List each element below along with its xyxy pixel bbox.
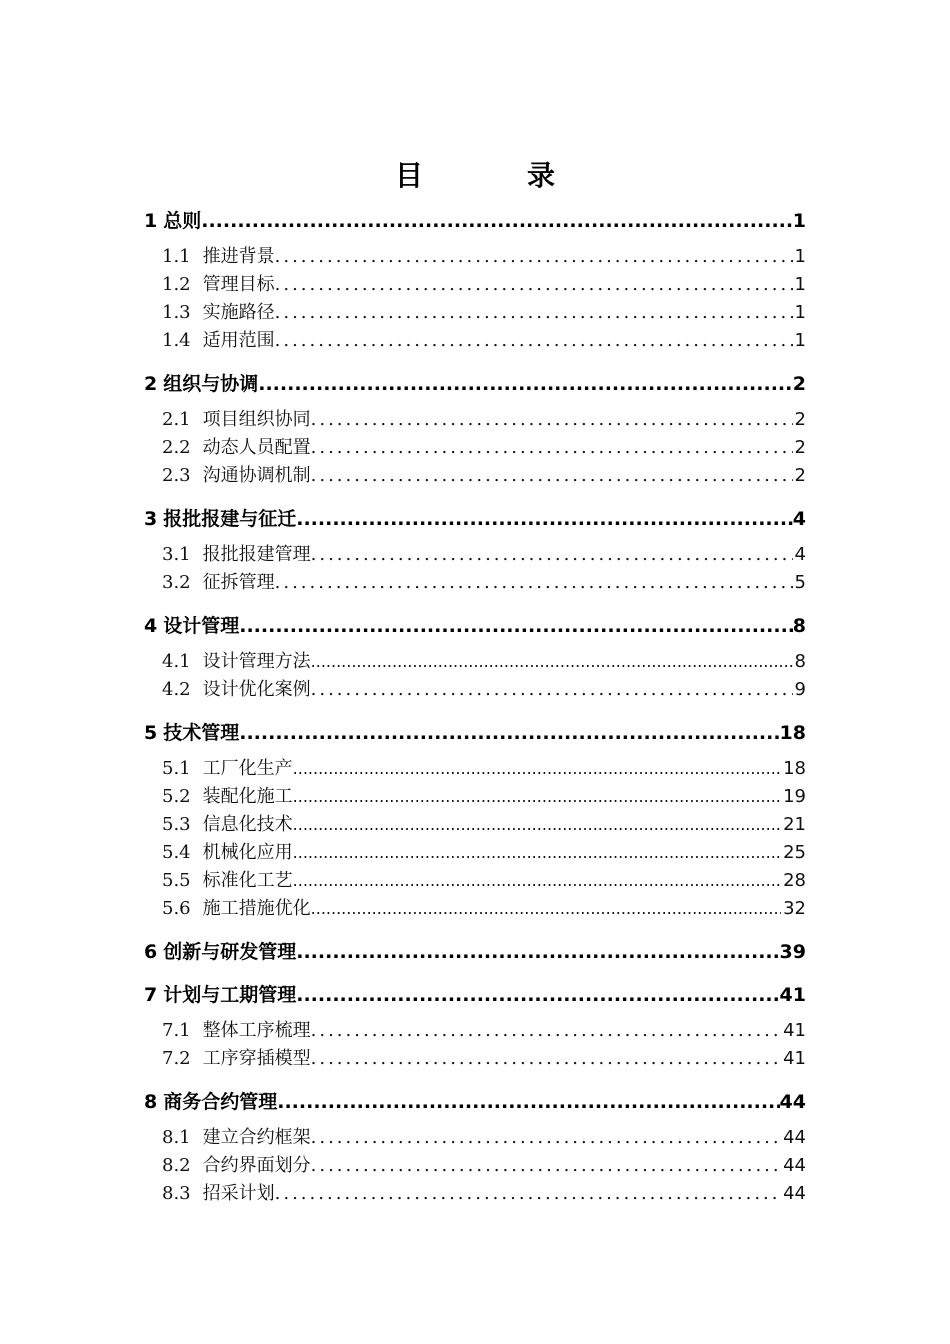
toc-entry-number: 3 (144, 508, 158, 530)
toc-page-number: 19 (783, 786, 806, 807)
toc-entry-text: 整体工序梳理 (202, 1020, 311, 1041)
toc-entry-label (162, 434, 311, 462)
toc-entry-label (144, 200, 201, 243)
toc-chapter-entry[interactable] (144, 931, 806, 974)
toc-entry-number: 7.1 (162, 1020, 191, 1041)
toc-section-entry[interactable] (144, 676, 806, 704)
toc-chapter-entry[interactable] (144, 712, 806, 755)
toc-page-number: 41 (783, 1020, 806, 1041)
toc-entry-number: 4.2 (162, 679, 191, 700)
toc-dot-leader (275, 327, 793, 355)
toc-entry-label (162, 811, 293, 839)
toc-entry-text: 项目组织协同 (202, 409, 311, 430)
toc-section-entry[interactable] (144, 895, 806, 923)
toc-entry-number: 1.4 (162, 330, 191, 351)
toc-page-number: 41 (783, 1048, 806, 1069)
toc-dot-leader (311, 1152, 781, 1180)
toc-chapter-entry[interactable] (144, 605, 806, 648)
toc-dot-leader (296, 931, 779, 974)
toc-chapter-entry[interactable] (144, 974, 806, 1017)
toc-dot-leader (311, 1017, 781, 1045)
toc-entry-text: 机械化应用 (202, 842, 293, 863)
toc-chapter-entry[interactable] (144, 363, 806, 406)
toc-entry-text: 实施路径 (202, 302, 275, 323)
toc-page-number: 32 (783, 898, 806, 919)
toc-section-entry[interactable] (144, 1180, 806, 1208)
toc-entry-text: 组织与协调 (163, 373, 259, 395)
toc-dot-leader (311, 648, 793, 676)
toc-section-entry[interactable] (144, 867, 806, 895)
table-of-contents (144, 200, 806, 1208)
toc-entry-number: 1.3 (162, 302, 191, 323)
toc-entry-label (162, 783, 293, 811)
toc-entry-label (162, 271, 275, 299)
toc-entry-text: 施工措施优化 (202, 898, 311, 919)
toc-entry-number: 5.5 (162, 870, 191, 891)
toc-section-entry[interactable] (144, 811, 806, 839)
toc-page-number: 18 (783, 758, 806, 779)
toc-dot-leader (258, 363, 793, 406)
toc-entry-label (144, 363, 258, 406)
toc-entry-text: 招采计划 (202, 1183, 275, 1204)
toc-entry-label (162, 299, 275, 327)
toc-dot-leader (239, 712, 779, 755)
toc-entry-number: 5.4 (162, 842, 191, 863)
toc-entry-label (162, 1045, 311, 1073)
toc-entry-label (162, 462, 311, 490)
toc-entry-label (162, 1152, 311, 1180)
toc-entry-text: 总则 (163, 210, 202, 232)
toc-page-number: 2 (794, 465, 806, 486)
toc-entry-label (162, 755, 293, 783)
toc-entry-text: 征拆管理 (202, 572, 275, 593)
toc-section-entry[interactable] (144, 327, 806, 355)
toc-dot-leader (311, 541, 793, 569)
toc-section-entry[interactable] (144, 434, 806, 462)
toc-page-number: 8 (792, 615, 806, 637)
toc-entry-text: 报批报建与征迁 (163, 508, 297, 530)
toc-chapter-entry[interactable] (144, 200, 806, 243)
toc-page-number: 8 (794, 651, 806, 672)
toc-section-entry[interactable] (144, 839, 806, 867)
toc-entry-text: 设计管理方法 (202, 651, 311, 672)
toc-dot-leader (275, 1180, 781, 1208)
toc-page-number: 1 (792, 210, 806, 232)
toc-chapter-entry[interactable] (144, 498, 806, 541)
toc-entry-label (162, 327, 275, 355)
toc-entry-number: 2.2 (162, 437, 191, 458)
toc-dot-leader (293, 811, 781, 839)
toc-entry-number: 2.3 (162, 465, 191, 486)
toc-title: 目 录 (394, 159, 593, 192)
toc-entry-text: 信息化技术 (202, 814, 293, 835)
toc-dot-leader (311, 895, 781, 923)
toc-entry-number: 8.2 (162, 1155, 191, 1176)
toc-dot-leader (275, 569, 793, 597)
toc-page-number: 28 (783, 870, 806, 891)
toc-section-entry[interactable] (144, 541, 806, 569)
toc-dot-leader (311, 1045, 781, 1073)
toc-page-number: 44 (779, 1091, 806, 1113)
toc-entry-number: 4.1 (162, 651, 191, 672)
toc-page-number: 44 (783, 1155, 806, 1176)
toc-entry-label (162, 569, 275, 597)
toc-entry-number: 6 (144, 941, 158, 963)
toc-dot-leader (296, 974, 779, 1017)
toc-entry-number: 1.1 (162, 246, 191, 267)
toc-page-number: 41 (779, 984, 806, 1006)
toc-page-number: 18 (779, 722, 806, 744)
toc-entry-text: 装配化施工 (202, 786, 293, 807)
toc-entry-number: 5.2 (162, 786, 191, 807)
toc-entry-number: 8 (144, 1091, 158, 1113)
toc-page-number: 5 (794, 572, 806, 593)
toc-page-number: 44 (783, 1183, 806, 1204)
toc-dot-leader (293, 839, 781, 867)
toc-entry-text: 适用范围 (202, 330, 275, 351)
toc-section-entry[interactable] (144, 1045, 806, 1073)
toc-section-entry[interactable] (144, 406, 806, 434)
toc-dot-leader (293, 783, 781, 811)
toc-entry-number: 5.3 (162, 814, 191, 835)
toc-section-entry[interactable] (144, 569, 806, 597)
toc-entry-number: 2 (144, 373, 158, 395)
toc-entry-label (162, 243, 275, 271)
toc-section-entry[interactable] (144, 1124, 806, 1152)
toc-entry-label (162, 895, 311, 923)
toc-entry-text: 合约界面划分 (202, 1155, 311, 1176)
toc-section-entry[interactable] (144, 755, 806, 783)
toc-entry-label (162, 541, 311, 569)
toc-entry-label (162, 839, 293, 867)
toc-section-entry[interactable] (144, 1152, 806, 1180)
toc-entry-text: 创新与研发管理 (163, 941, 297, 963)
toc-entry-label (162, 1124, 311, 1152)
toc-entry-number: 5.1 (162, 758, 191, 779)
toc-page-number: 1 (794, 274, 806, 295)
toc-entry-label (162, 1017, 311, 1045)
toc-entry-number: 7 (144, 984, 158, 1006)
toc-entry-number: 5.6 (162, 898, 191, 919)
toc-entry-text: 建立合约框架 (202, 1127, 311, 1148)
toc-dot-leader (293, 867, 781, 895)
toc-entry-label (162, 406, 311, 434)
toc-entry-number: 8.3 (162, 1183, 191, 1204)
toc-dot-leader (275, 299, 793, 327)
toc-entry-number: 3.2 (162, 572, 191, 593)
toc-entry-text: 计划与工期管理 (163, 984, 297, 1006)
toc-page-number: 4 (792, 508, 806, 530)
toc-page-number: 39 (779, 941, 806, 963)
toc-dot-leader (311, 676, 793, 704)
toc-entry-text: 工序穿插模型 (202, 1048, 311, 1069)
toc-entry-label (144, 712, 239, 755)
toc-entry-number: 7.2 (162, 1048, 191, 1069)
toc-dot-leader (311, 1124, 781, 1152)
toc-page-number: 4 (794, 544, 806, 565)
toc-dot-leader (275, 243, 793, 271)
toc-entry-label (144, 931, 296, 974)
toc-entry-label (162, 648, 311, 676)
toc-dot-leader (275, 271, 793, 299)
toc-entry-number: 3.1 (162, 544, 191, 565)
toc-entry-text: 沟通协调机制 (202, 465, 311, 486)
toc-entry-label (144, 498, 296, 541)
toc-section-entry[interactable] (144, 462, 806, 490)
toc-section-entry[interactable] (144, 243, 806, 271)
toc-entry-number: 8.1 (162, 1127, 191, 1148)
toc-entry-text: 工厂化生产 (202, 758, 293, 779)
toc-section-entry[interactable] (144, 1017, 806, 1045)
toc-page-number: 2 (794, 409, 806, 430)
toc-section-entry[interactable] (144, 783, 806, 811)
toc-entry-number: 4 (144, 615, 158, 637)
toc-entry-label (162, 867, 293, 895)
toc-entry-label (144, 974, 296, 1017)
toc-entry-text: 动态人员配置 (202, 437, 311, 458)
toc-dot-leader (239, 605, 793, 648)
toc-section-entry[interactable] (144, 299, 806, 327)
toc-chapter-entry[interactable] (144, 1081, 806, 1124)
toc-entry-label (162, 676, 311, 704)
toc-page-number: 44 (783, 1127, 806, 1148)
toc-entry-number: 2.1 (162, 409, 191, 430)
toc-page-number: 1 (794, 302, 806, 323)
toc-entry-text: 设计优化案例 (202, 679, 311, 700)
toc-section-entry[interactable] (144, 648, 806, 676)
toc-dot-leader (311, 406, 793, 434)
toc-entry-text: 报批报建管理 (202, 544, 311, 565)
toc-entry-text: 设计管理 (163, 615, 240, 637)
toc-entry-number: 1 (144, 210, 158, 232)
toc-page-number: 1 (794, 246, 806, 267)
toc-entry-text: 管理目标 (202, 274, 275, 295)
toc-page-number: 25 (783, 842, 806, 863)
toc-entry-text: 商务合约管理 (163, 1091, 278, 1113)
toc-dot-leader (311, 462, 793, 490)
toc-entry-number: 5 (144, 722, 158, 744)
toc-dot-leader (296, 498, 793, 541)
toc-dot-leader (311, 434, 793, 462)
toc-page-number: 9 (794, 679, 806, 700)
toc-entry-label (144, 1081, 277, 1124)
toc-page-number: 2 (792, 373, 806, 395)
toc-section-entry[interactable] (144, 271, 806, 299)
toc-dot-leader (293, 755, 781, 783)
toc-page-number: 1 (794, 330, 806, 351)
toc-page-number: 21 (783, 814, 806, 835)
toc-entry-number: 1.2 (162, 274, 191, 295)
toc-dot-leader (201, 200, 793, 243)
toc-entry-label (162, 1180, 275, 1208)
toc-entry-text: 推进背景 (202, 246, 275, 267)
toc-entry-label (144, 605, 239, 648)
toc-dot-leader (277, 1081, 779, 1124)
toc-page-number: 2 (794, 437, 806, 458)
toc-entry-text: 标准化工艺 (202, 870, 293, 891)
toc-entry-text: 技术管理 (163, 722, 240, 744)
